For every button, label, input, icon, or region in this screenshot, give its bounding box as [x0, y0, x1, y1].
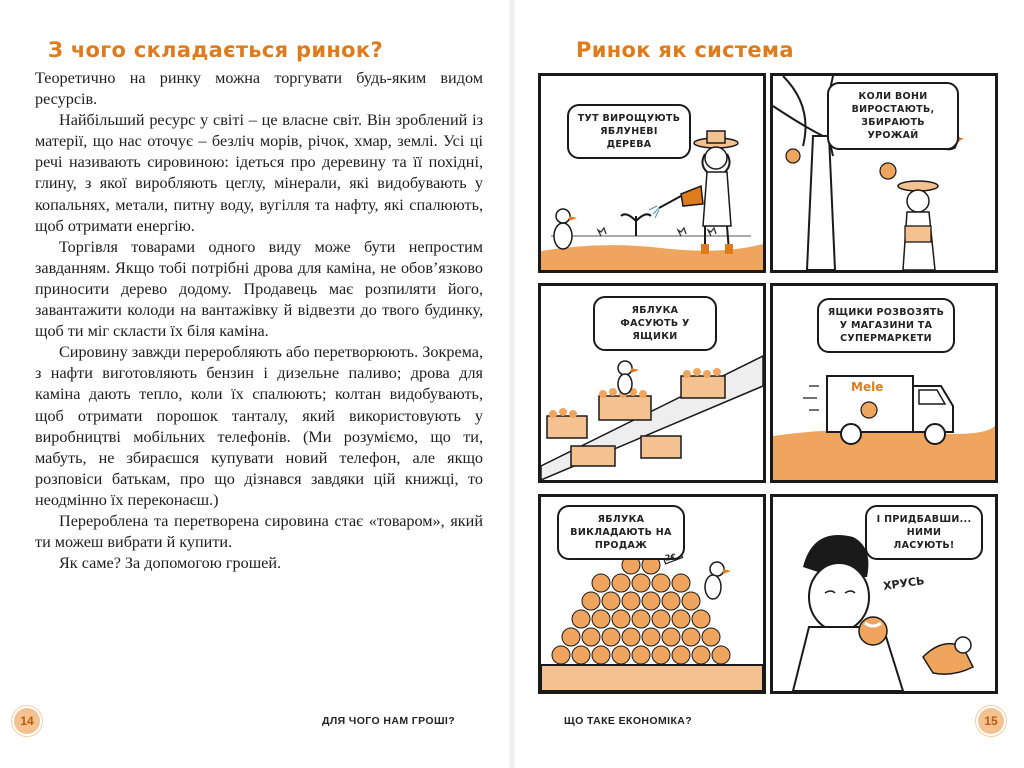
right-heading: Ринок як система [576, 38, 794, 62]
paragraph: Торгівля товарами одного виду може бути непростим завданням. Якщо тобі потрібні дрова для каміна, не обов’язково приносити дерево додому. Продавець має розпиляти його, завантажити колоди на вантажівку й відвезти до твого будинку, щоб ти міг скласти їх біля каміна. [35, 237, 483, 341]
truck-logo: Mele [851, 380, 884, 394]
comic-panel-1 [538, 73, 766, 273]
speech-bubble-5: ЯБЛУКА ВИКЛАДАЮТЬ НА ПРОДАЖ [557, 505, 685, 560]
speech-bubble-4: ЯЩИКИ РОЗВОЗЯТЬ У МАГАЗИНИ ТА СУПЕРМАРКЕТИ [817, 298, 955, 353]
left-body-text [35, 68, 483, 574]
paragraph: Перероблена та перетворена сировина стає «товаром», який ти можеш вибрати й купити. [35, 511, 483, 552]
comic-panel-4 [770, 283, 998, 483]
running-head-left: ДЛЯ ЧОГО НАМ ГРОШІ? [322, 715, 456, 727]
price-tag: 2€ [664, 552, 677, 563]
crunch-sound-effect: ХРУСЬ [882, 574, 926, 593]
comic-panel-5 [538, 494, 766, 694]
paragraph: Сировину завжди переробляють або перетворюють. Зокрема, з нафти виготовляють бензин і дизельне паливо; дрова для каміна дають тепло, коли їх спалюють; колтан видобувають, щоб отримати порошок танталу, який використовують у виробництві мобільних телефонів. (Ми розуміємо, що ти, мабуть, не збираєшся купувати новий телефон, але якщо розповіси батькам, про що дізнався завдяки цій книжці, то неодмінно їх переконаєш.) [35, 343, 483, 509]
page-number-right: 15 [978, 708, 1004, 734]
running-head-right: ЩО ТАКЕ ЕКОНОМІКА? [564, 715, 693, 727]
paragraph: Як саме? За допомогою грошей. [59, 554, 282, 573]
speech-bubble-2: КОЛИ ВОНИ ВИРОСТАЮТЬ, ЗБИРАЮТЬ УРОЖАЙ [827, 82, 959, 150]
page-number-left: 14 [14, 708, 40, 734]
speech-bubble-3: ЯБЛУКА ФАСУЮТЬ У ЯЩИКИ [593, 296, 717, 351]
paragraph: Найбільший ресурс у світі – це власне світ. Він зроблений із матерії, що нас оточує – безліч морів, річок, хмар, землі. Усі ці речі називають сировиною: ідеться про деревину та її похідні, глину, з якої виробляють цеглу, мінерали, які видобувають у копальнях, метали, питну воду, вугілля та нафту, які спалюють, щоб отримати енергію. [35, 111, 483, 235]
right-page [512, 0, 1024, 768]
comic-panel-3 [538, 283, 766, 483]
left-heading: З чого складається ринок? [48, 38, 383, 62]
comic-panel-6 [770, 494, 998, 694]
comic-panel-2 [770, 73, 998, 273]
speech-bubble-6: І ПРИДБАВШИ... НИМИ ЛАСУЮТЬ! [865, 505, 983, 560]
paragraph: Теоретично на ринку можна торгувати будь-яким видом ресурсів. [35, 69, 483, 109]
speech-bubble-1: ТУТ ВИРОЩУЮТЬ ЯБЛУНЕВІ ДЕРЕВА [567, 104, 691, 159]
